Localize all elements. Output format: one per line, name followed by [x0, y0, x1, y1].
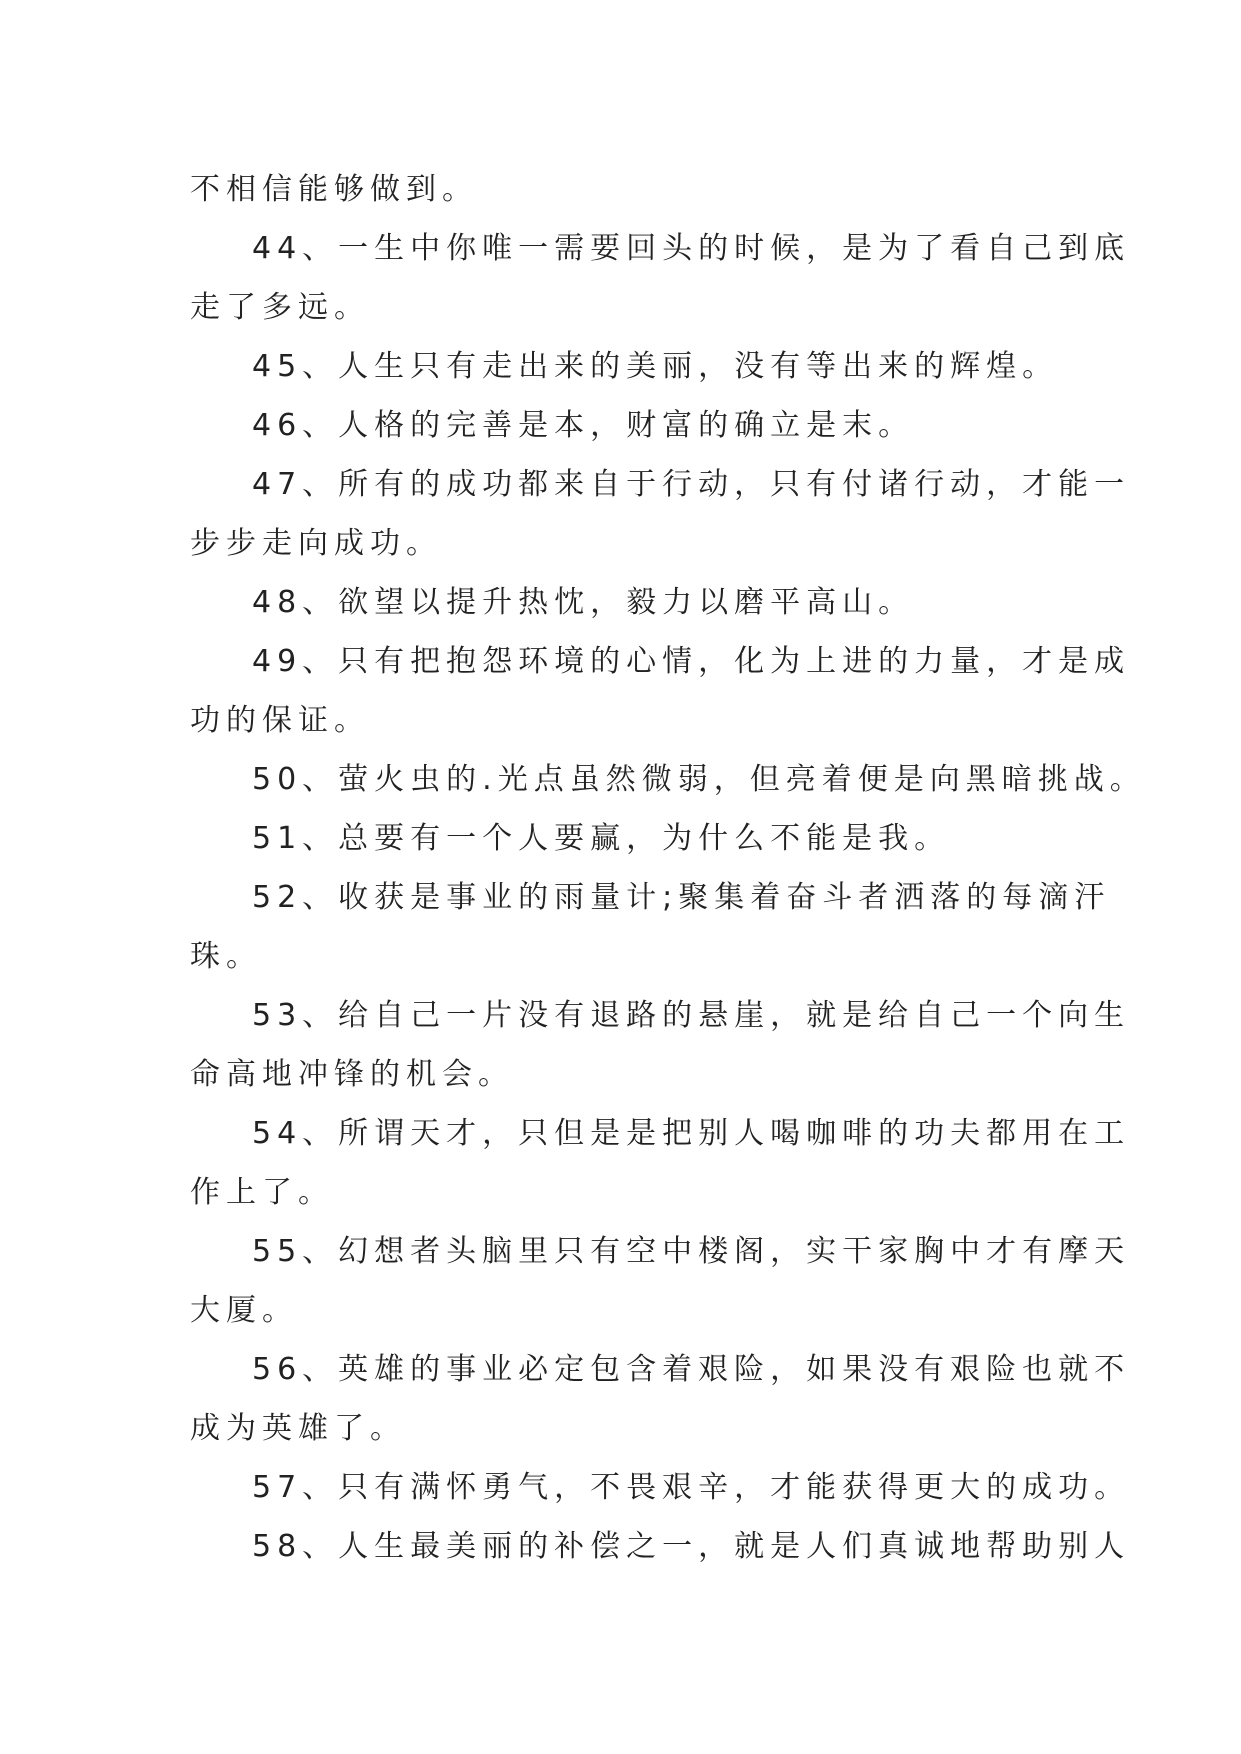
quote-56-line-1: 56、英雄的事业必定包含着艰险，如果没有艰险也就不: [252, 1352, 1131, 1387]
quote-46: 46、人格的完善是本，财富的确立是末。: [252, 408, 915, 443]
quote-55-line-2: 大厦。: [190, 1293, 298, 1328]
quote-52-line-2: 珠。: [190, 939, 262, 974]
quote-44-line-2: 走了多远。: [190, 290, 370, 325]
quote-45: 45、人生只有走出来的美丽，没有等出来的辉煌。: [252, 349, 1059, 384]
quote-50: 50、萤火虫的.光点虽然微弱，但亮着便是向黑暗挑战。: [252, 762, 1146, 797]
quote-49-line-2: 功的保证。: [190, 703, 370, 738]
quote-57: 57、只有满怀勇气，不畏艰辛，才能获得更大的成功。: [252, 1470, 1131, 1505]
quote-55-line-1: 55、幻想者头脑里只有空中楼阁，实干家胸中才有摩天: [252, 1234, 1131, 1269]
quote-56-line-2: 成为英雄了。: [190, 1411, 406, 1446]
quote-47-line-1: 47、所有的成功都来自于行动，只有付诸行动，才能一: [252, 467, 1131, 502]
quote-44-line-1: 44、一生中你唯一需要回头的时候，是为了看自己到底: [252, 231, 1131, 266]
quote-51: 51、总要有一个人要赢，为什么不能是我。: [252, 821, 951, 856]
quote-53-line-2: 命高地冲锋的机会。: [190, 1057, 514, 1092]
quote-54-line-2: 作上了。: [190, 1175, 334, 1210]
quote-52-line-1: 52、收获是事业的雨量计;聚集着奋斗者洒落的每滴汗: [252, 880, 1111, 915]
quote-54-line-1: 54、所谓天才，只但是是把别人喝咖啡的功夫都用在工: [252, 1116, 1131, 1151]
quote-53-line-1: 53、给自己一片没有退路的悬崖，就是给自己一个向生: [252, 998, 1131, 1033]
quote-58-line-1: 58、人生最美丽的补偿之一，就是人们真诚地帮助别人: [252, 1529, 1131, 1564]
quote-47-line-2: 步步走向成功。: [190, 526, 442, 561]
quote-49-line-1: 49、只有把抱怨环境的心情，化为上进的力量，才是成: [252, 644, 1131, 679]
text-line-continuation: 不相信能够做到。: [190, 172, 478, 207]
quote-48: 48、欲望以提升热忱，毅力以磨平高山。: [252, 585, 915, 620]
document-body: [190, 160, 1146, 1576]
